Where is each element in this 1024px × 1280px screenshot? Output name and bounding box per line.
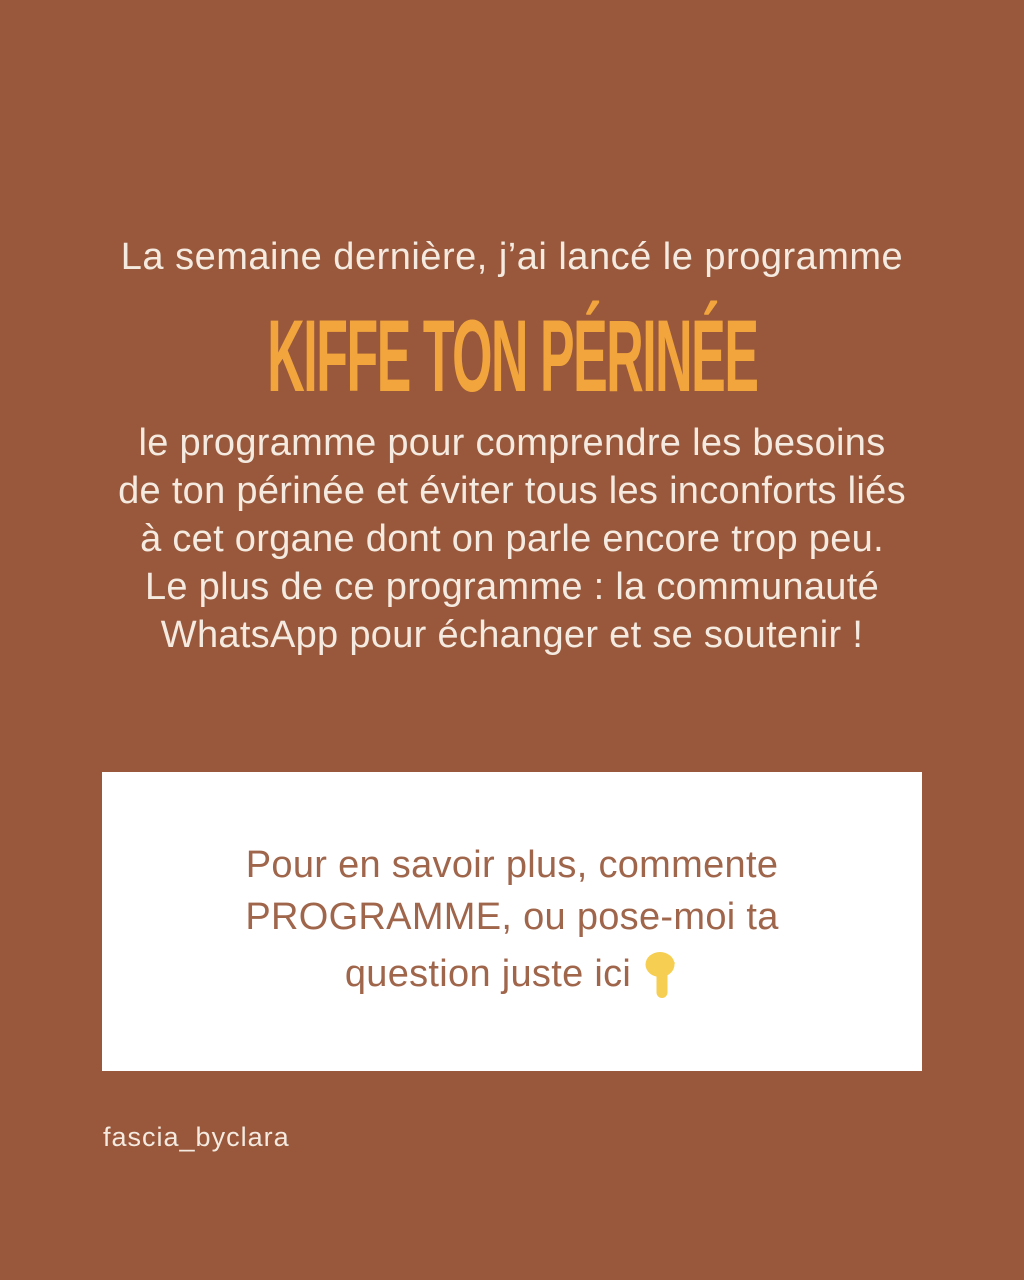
body-line: WhatsApp pour échanger et se soutenir ! [160,614,864,656]
program-title-text: KIFFE TON PÉRINÉE [266,300,758,414]
cta-line [345,943,679,1005]
program-title [0,300,1024,414]
pointing-down-icon [643,951,679,1013]
cta-line: Pour en savoir plus, commente [245,843,779,886]
cta-line: PROGRAMME, ou pose-moi ta [245,895,779,938]
body-line: le programme pour comprendre les besoins [138,422,886,464]
body-line: de ton périnée et éviter tous les inconforts liés [118,470,906,512]
body-line: à cet organe dont on parle encore trop peu. [140,518,884,560]
body-paragraph [0,419,1024,659]
cta-card [102,772,922,1071]
cta-line-text: question juste ici [344,952,632,995]
body-line: Le plus de ce programme : la communauté [144,566,880,608]
intro-line: La semaine dernière, j’ai lancé le programme [120,236,904,278]
account-handle: fascia_byclara [103,1122,290,1152]
